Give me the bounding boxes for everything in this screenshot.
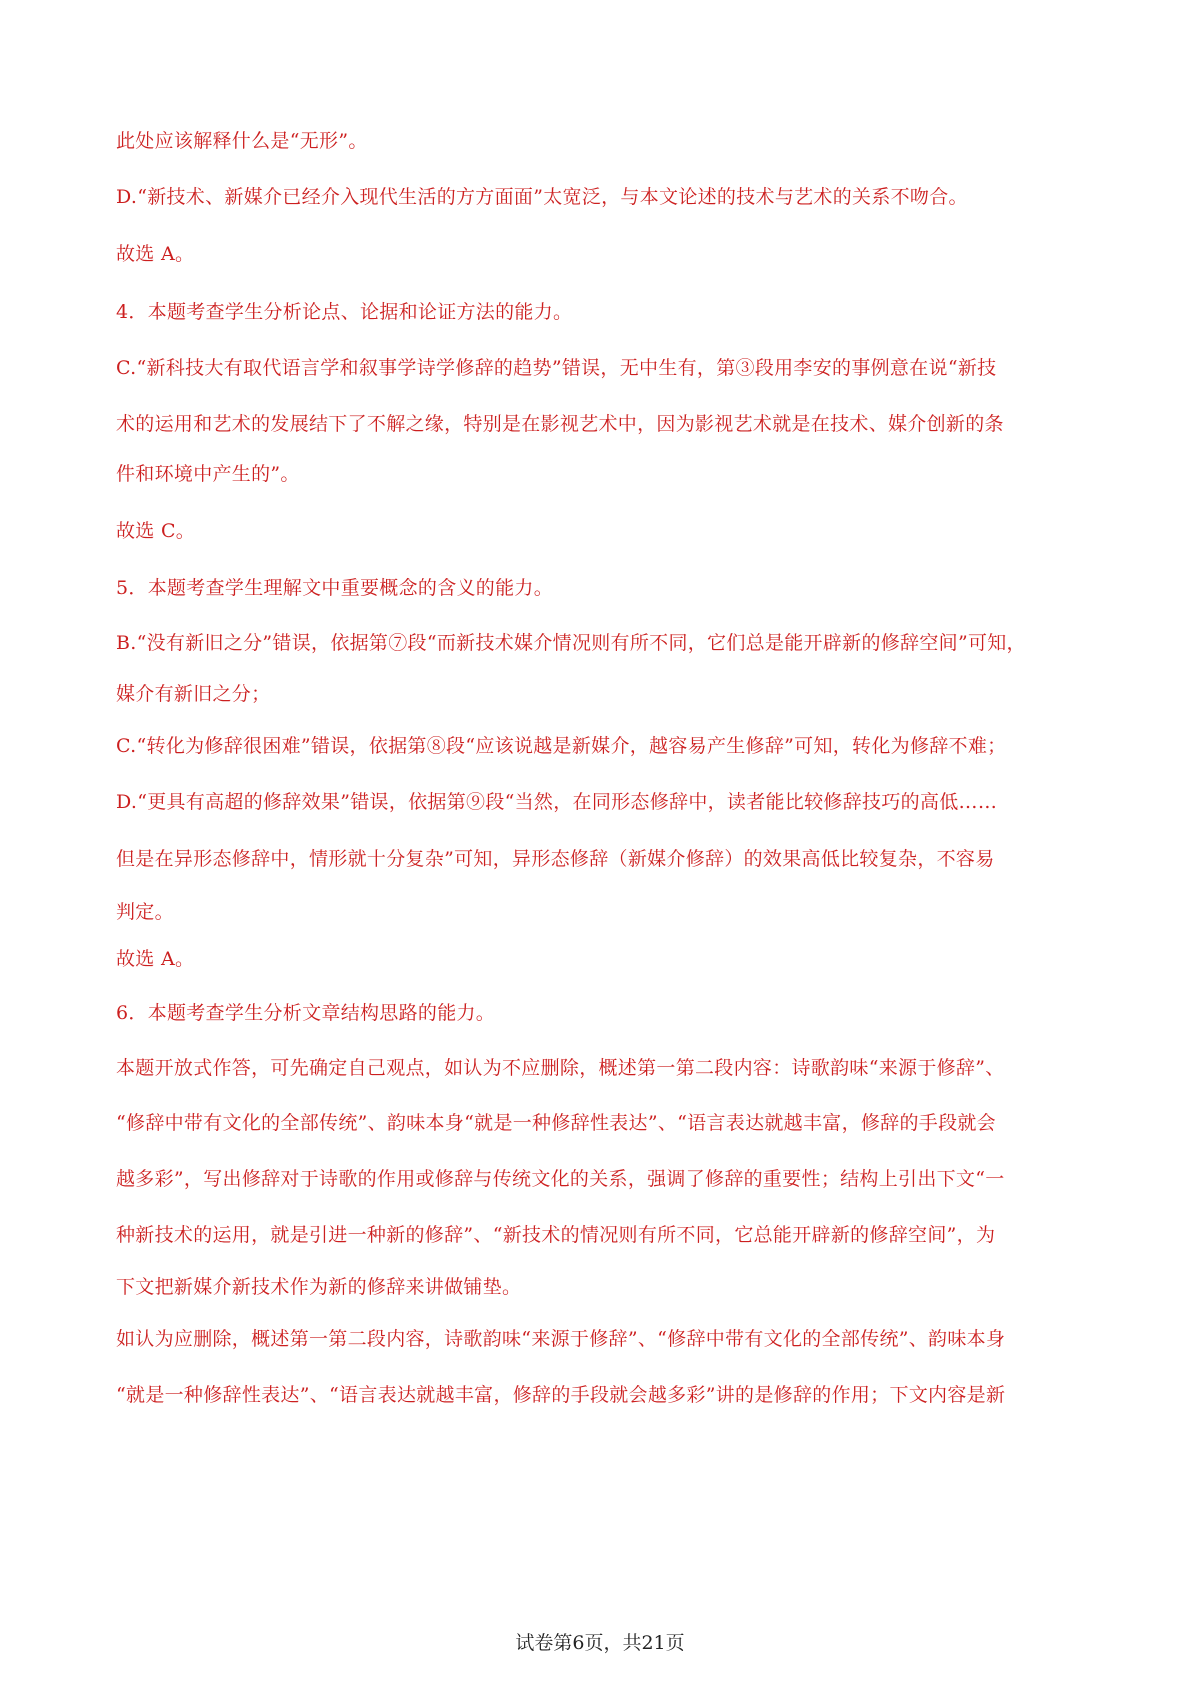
text-line: 种新技术的运用，就是引进一种新的修辞”、“新技术的情况则有所不同，它总能开辟新的修辞空间”，为: [116, 1224, 996, 1246]
text-line: 下文把新媒介新技术作为新的修辞来讲做铺垫。: [116, 1276, 522, 1298]
text-line: 故选 A。: [116, 243, 195, 265]
text-line: D.“新技术、新媒介已经介入现代生活的方方面面”太宽泛，与本文论述的技术与艺术的关系不吻合。: [116, 186, 968, 208]
text-line: 如认为应删除，概述第一第二段内容，诗歌韵味“来源于修辞”、“修辞中带有文化的全部传统”、韵味本身: [116, 1328, 1006, 1350]
text-line: B.“没有新旧之分”错误，依据第⑦段“而新技术媒介情况则有所不同，它们总是能开辟新的修辞空间”可知，: [116, 632, 1026, 654]
text-line: 故选 C。: [116, 520, 196, 542]
text-line: 越多彩”，写出修辞对于诗歌的作用或修辞与传统文化的关系，强调了修辞的重要性；结构上引出下文“一: [116, 1168, 1005, 1190]
text-line: 5．本题考查学生理解文中重要概念的含义的能力。: [116, 577, 553, 599]
text-line: 4．本题考查学生分析论点、论据和论证方法的能力。: [116, 301, 573, 323]
text-line: “就是一种修辞性表达”、“语言表达就越丰富，修辞的手段就会越多彩”讲的是修辞的作用；下文内容是新: [116, 1384, 1006, 1406]
text-line: “修辞中带有文化的全部传统”、韵味本身“就是一种修辞性表达”、“语言表达就越丰富，修辞的手段就会: [116, 1112, 996, 1134]
text-line: 件和环境中产生的”。: [116, 463, 300, 485]
text-line: 故选 A。: [116, 948, 195, 970]
text-line: 本题开放式作答，可先确定自己观点，如认为不应删除，概述第一第二段内容：诗歌韵味“来源于修辞”、: [116, 1057, 1005, 1079]
text-line: D.“更具有高超的修辞效果”错误，依据第⑨段“当然，在同形态修辞中，读者能比较修辞技巧的高低……: [116, 791, 998, 813]
text-line: C.“转化为修辞很困难”错误，依据第⑧段“应该说越是新媒介，越容易产生修辞”可知，转化为修辞不难；: [116, 735, 1007, 757]
text-line: 但是在异形态修辞中，情形就十分复杂”可知，异形态修辞（新媒介修辞）的效果高低比较复杂，不容易: [116, 848, 995, 870]
text-line: 媒介有新旧之分；: [116, 683, 271, 705]
text-line: 判定。: [116, 901, 174, 923]
text-line: 术的运用和艺术的发展结下了不解之缘，特别是在影视艺术中，因为影视艺术就是在技术、媒介创新的条: [116, 413, 1004, 435]
text-line: C.“新科技大有取代语言学和叙事学诗学修辞的趋势”错误，无中生有，第③段用李安的事例意在说“新技: [116, 357, 997, 379]
text-line: 6．本题考查学生分析文章结构思路的能力。: [116, 1002, 496, 1024]
text-line: 此处应该解释什么是“无形”。: [116, 130, 368, 152]
page-footer: 试卷第6页，共21页: [515, 1632, 685, 1654]
